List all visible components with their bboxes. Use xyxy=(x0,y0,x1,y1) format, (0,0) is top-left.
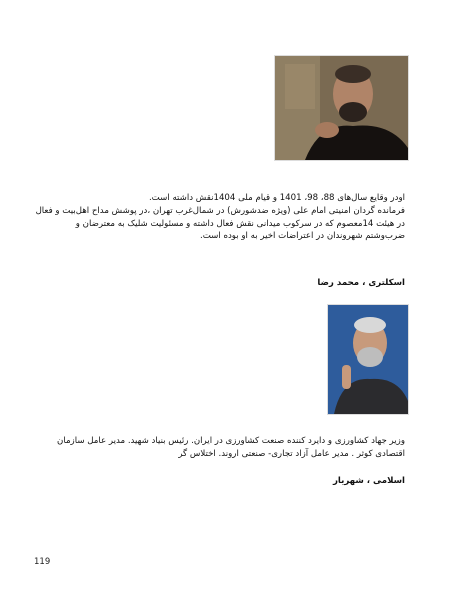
portrait-2-image xyxy=(328,305,408,414)
portrait-photo-2 xyxy=(327,304,409,415)
paragraph-line: ضرب‌وشتم شهروندان در اعتراضات اخیر به او بوده است. xyxy=(199,231,405,242)
paragraph-line: اقتصادی کوثر . مدیر عامل آزاد تجاری- صنعتی اروند. اختلاس گر xyxy=(178,448,405,459)
portrait-photo-1 xyxy=(274,55,409,161)
page-number: 119 xyxy=(34,557,51,567)
paragraph-line: در هیئت 14معصوم که در سرکوب میدانی نقش فعال داشته و مسئولیت شلیک به معترضان و xyxy=(75,218,405,229)
paragraph-line: وزیر جهاد کشاورزی و دایرد کننده صنعت کشاورزی در ایران. رئیس بنیاد شهید. مدیر عامل سازمان xyxy=(57,436,405,446)
paragraph-line: فرمانده گردان امنیتی امام علی (ویژه ضدشورش) در شمال‌غرب تهران ،در پوشش مداح اهل‌بیت و فعال xyxy=(35,205,405,216)
person-name-heading-2: اسلامی ، شهریار xyxy=(332,476,405,486)
portrait-1-image xyxy=(275,56,408,160)
section-1-paragraph xyxy=(35,192,405,243)
paragraph-line: اودر وقایع سال‌های 88، 98، 1401 و قیام ملی 1404نقش داشته است. xyxy=(148,193,405,203)
person-name-heading-1: اسکلتری ، محمد رضا xyxy=(317,278,405,288)
section-2-paragraph xyxy=(45,435,405,461)
